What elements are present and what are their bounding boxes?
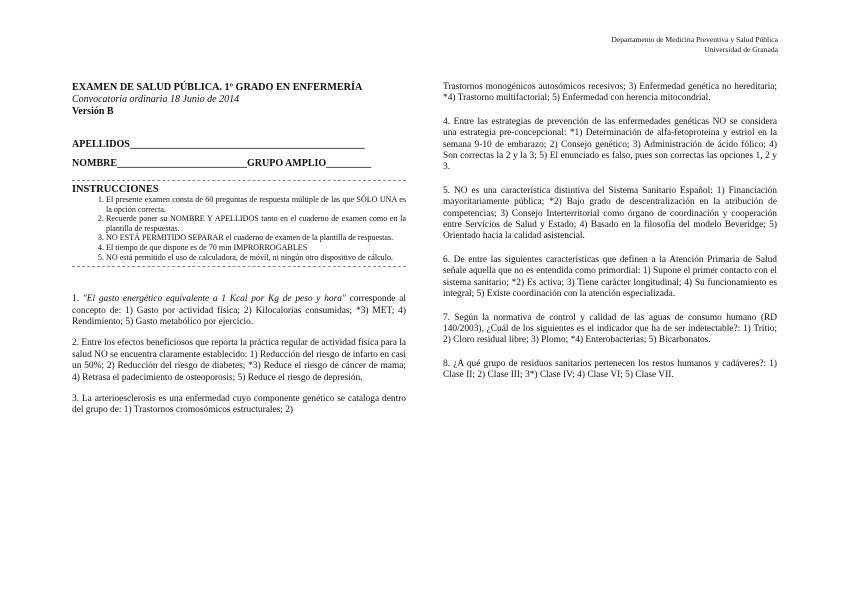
question-4: 4. Entre las estrategias de prevención de las enfermedades genéticas NO se considera una estrategia pre-concepcional: *1) Determinación de alfa-fetoproteína y estriol en la semana 9-10 de embarazo; 2) Consejo genético; 3) Administración de ácido fólico; 4) Son correctas la 2 y la 3; 5) El enunciado es falso, pues son correctas las opciones 1, 2 y 3. (443, 116, 777, 173)
exam-title: EXAMEN DE SALUD PÚBLICA. 1º GRADO EN ENFERMERÍA (72, 82, 363, 93)
question-3-continued: Trastornos monogénicos autosómicos recesivos; 3) Enfermedad genética no hereditaria; *4) Trastorno multifactorial; 5) Enfermedad con herencia mitocondrial. (443, 82, 777, 104)
exam-version: Versión B (72, 106, 114, 117)
question-7: 7. Según la normativa de control y calidad de las aguas de consumo humano (RD 140/2003), ¿Cuál de los siguientes es el indicador que ha de ser indetectable?: 1) Tritio; 2) Cloro residual libre; 3) Plomo; *4) Enterobacterias; 5) Bicarbonatos. (443, 312, 777, 346)
instruction-item: 4. El tiempo de que dispone es de 70 min IMPRORROGABLES (106, 243, 406, 253)
question-6: 6. De entre las siguientes características que definen a la Atención Primaria de Salud señale aquella que no es entendida como primordial: 1) Supone el primer contacto con el sistema sanitario; *2) Es activa; 3) Tiene carácter longitudinal; 4) Su funcionamiento es integral; 5) Existe coordinación con la atención especializada. (443, 254, 777, 300)
nombre-grupo-field: NOMBRE__________________________GRUPO AMPLIO_________ (72, 158, 372, 169)
instructions-list (72, 195, 406, 262)
question-2: 2. Entre los efectos beneficiosos que reporta la práctica regular de actividad física para la salud NO se encuentra claramente establecido: 1) Reducción del riesgo de infarto en casi un 50%; 2) Reducción del riesgo de diabetes; *3) Reduce el riesgo de cáncer de mama; 4) Retrasa el padecimiento de osteoporosis; 5) Reduce el riesgo de depresión. (72, 338, 406, 383)
question-1-quote: "El gasto energético equivalente a 1 Kcal por Kg de peso y hora" (82, 294, 346, 305)
department-name: Departamento de Medicina Preventiva y Salud Pública (611, 35, 778, 44)
instruction-item: 5. NO está permitido el uso de calculadora, de móvil, ni ningún otro dispositivo de cálculo. (106, 253, 406, 263)
apellidos-field: APELLIDOS_______________________________________________ (72, 139, 365, 150)
left-column (72, 82, 406, 427)
question-1-number: 1. (72, 294, 83, 305)
university-name: Universidad de Granada (704, 45, 778, 54)
instruction-item: 1. El presente examen consta de 60 preguntas de respuesta múltiple de las que SÓLO UNA es la opción correcta. (106, 195, 406, 214)
exam-subtitle: Convocatoria ordinaria 18 Junio de 2014 (72, 94, 240, 105)
question-1 (72, 294, 406, 328)
instruction-item: 2. Recuerde poner su NOMBRE Y APELLIDOS tanto en el cuaderno de examen como en la plantilla de respuestas. (106, 214, 406, 233)
question-3: 3. La arterioesclerosis es una enfermedad cuyo componente genético se cataloga dentro del grupo de: 1) Trastornos cromosómicos estructurales; 2) (72, 394, 406, 416)
divider-top (72, 180, 406, 181)
instructions-heading: INSTRUCCIONES (72, 184, 159, 195)
question-1-text: corresponde al concepto de: 1) Gasto por actividad física; 2) Kilocalorías consumidas; *3) MET; 4) Rendimiento; 5) Gasto metabólico por ejercicio. (72, 294, 406, 327)
page-header (611, 35, 778, 55)
instruction-item: 3. NO ESTÁ PERMITIDO SEPARAR el cuaderno de examen de la plantilla de respuestas. (106, 233, 406, 243)
question-5: 5. NO es una característica distintiva del Sistema Sanitario Español: 1) Financiación mayoritariamente pública; *2) Bajo grado de descentralización en la atribución de competencias; 3) Consejo Interterritorial como órgano de coordinación y cooperación entre Servicios de Salud y Estado; 4) Basado en la filosofía del modelo Beveridge; 5) Orientado hacia la calidad asistencial. (443, 185, 777, 242)
right-column (443, 82, 777, 394)
question-8: 8. ¿A qué grupo de residuos sanitarios pertenecen los restos humanos y cadáveres?: 1) Clase II; 2) Clase III; 3*) Clase IV; 4) Clase VI; 5) Clase VII. (443, 358, 777, 381)
divider-bottom (72, 266, 406, 267)
